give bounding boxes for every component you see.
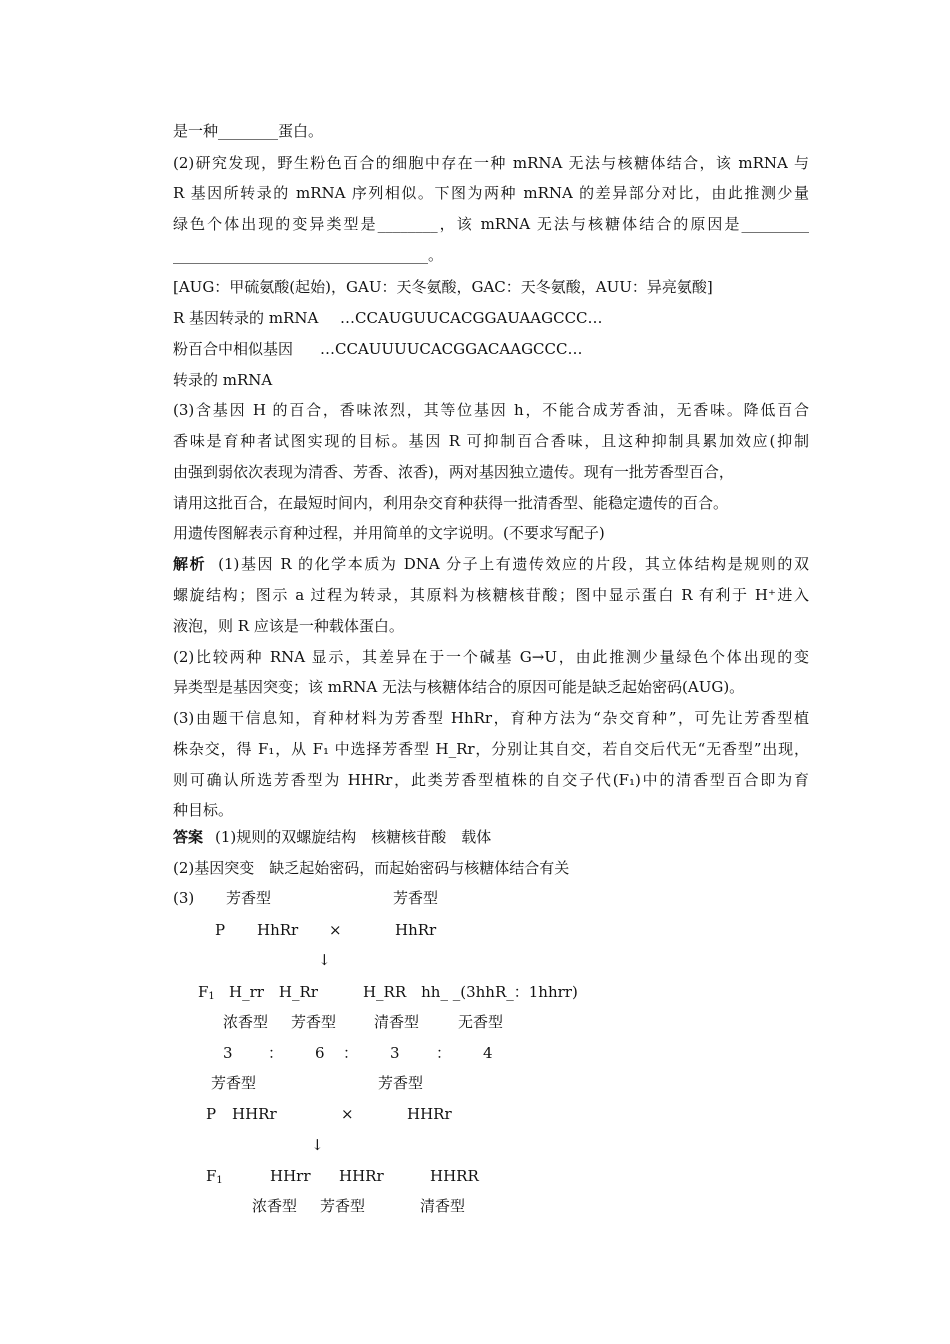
c1-phenotype-2: 芳香型 xyxy=(291,1013,337,1031)
c2-phenotype-1: 浓香型 xyxy=(252,1197,298,1215)
q3-line-3: 由强到弱依次表现为清香、芳香、浓香)，两对基因独立遗传。现有一批芳香型百合， xyxy=(173,463,734,481)
q3-line-2: 香味是育种者试图实现的目标。基因 R 可抑制百合香味，且这种抑制具累加效应(抑制 xyxy=(173,432,809,450)
analysis-line-8: 则可确认所选芳香型为 HHRr，此类芳香型植株的自交子代(F₁)中的清香型百合即为育 xyxy=(173,771,809,789)
q2-line-2: R 基因所转录的 mRNA 序列相似。下图为两种 mRNA 的差异部分对比，由此推测少量 xyxy=(173,184,809,202)
c2-parent-genotype-b: HHRr xyxy=(407,1105,452,1123)
analysis-line-5: 异类型是基因突变；该 mRNA 无法与核糖体结合的原因可能是缺乏起始密码(AUG)。 xyxy=(173,678,745,696)
c2-offspring-3: HHRR xyxy=(430,1167,479,1185)
q3-line-1: (3)含基因 H 的百合，香味浓烈，其等位基因 h，不能合成芳香油，无香味。降低百合 xyxy=(173,401,809,419)
c1-ratio-3: 3 xyxy=(390,1044,400,1062)
c1-parent-label: P xyxy=(215,921,226,939)
analysis-line-7: 株杂交，得 F₁，从 F₁ 中选择芳香型 H_Rr，分别让其自交，若自交后代无“无香型”出现， xyxy=(173,740,809,758)
c1-ratio-4: 4 xyxy=(483,1044,493,1062)
q2-line-1: (2)研究发现，野生粉色百合的细胞中存在一种 mRNA 无法与核糖体结合，该 mRNA 与 xyxy=(173,154,809,172)
c2-parent-phenotype-a: 芳香型 xyxy=(211,1074,257,1092)
c2-offspring-1: HHrr xyxy=(270,1167,311,1185)
analysis-label: 解析 xyxy=(173,555,207,573)
seq1-label: R 基因转录的 mRNA xyxy=(173,309,319,327)
c1-ratio-sep-2: ： xyxy=(343,1044,359,1062)
analysis-line-1: 解析 (1)基因 R 的化学本质为 DNA 分子上有遗传效应的片段，其立体结构是规则的双 xyxy=(173,555,809,573)
c1-f1-label: $F_1$ xyxy=(198,983,215,1002)
q2-line-4: __________________________________。 xyxy=(173,246,444,264)
c2-arrow: ↓ xyxy=(311,1136,324,1154)
q3-line-5: 用遗传图解表示育种过程，并用简单的文字说明。(不要求写配子) xyxy=(173,524,605,542)
c1-cross-sign: × xyxy=(329,921,342,939)
seq2-label: 粉百合中相似基因 xyxy=(173,340,294,358)
answer-line-2: (2)基因突变 缺乏起始密码，而起始密码与核糖体结合有关 xyxy=(173,859,570,877)
c1-ratio-1: 3 xyxy=(223,1044,233,1062)
c1-parent-phenotype-a: 芳香型 xyxy=(226,889,272,907)
c1-parent-phenotype-b: 芳香型 xyxy=(393,889,439,907)
c2-phenotype-3: 清香型 xyxy=(420,1197,466,1215)
c1-arrow: ↓ xyxy=(318,951,331,969)
analysis-line-9: 种目标。 xyxy=(173,801,234,819)
codon-note: [AUG：甲硫氨酸(起始)，GAU：天冬氨酸，GAC：天冬氨酸，AUU：异亮氨酸] xyxy=(173,278,713,296)
q3-line-4: 请用这批百合，在最短时间内，利用杂交育种获得一批清香型、能稳定遗传的百合。 xyxy=(173,494,729,512)
c2-f1-label: $F_1$ xyxy=(206,1167,223,1186)
seq2-label-2: 转录的 mRNA xyxy=(173,371,273,389)
diagram-number: (3) xyxy=(173,889,195,907)
answer-line-1: 答案 (1)规则的双螺旋结构 核糖核苷酸 载体 xyxy=(173,828,492,846)
seq1-sequence: …CCAUGUUCACGGAUAAGCCC… xyxy=(340,309,603,327)
c1-ratio-2: 6 xyxy=(315,1044,325,1062)
c1-phenotype-3: 清香型 xyxy=(374,1013,420,1031)
seq2-sequence: …CCAUUUUCACGGACAAGCCC… xyxy=(320,340,583,358)
q2-line-3: 绿色个体出现的变异类型是________，该 mRNA 无法与核糖体结合的原因是_________ xyxy=(173,215,809,233)
c1-phenotype-1: 浓香型 xyxy=(223,1013,269,1031)
q1-tail: 是一种________蛋白。 xyxy=(173,122,324,140)
analysis-line-6: (3)由题干信息知，育种材料为芳香型 HhRr，育种方法为“杂交育种”，可先让芳香型植 xyxy=(173,709,809,727)
c1-ratio-sep-1: ： xyxy=(268,1044,284,1062)
analysis-line-2: 螺旋结构；图示 a 过程为转录，其原料为核糖核苷酸；图中显示蛋白 R 有利于 H⁺进入 xyxy=(173,586,809,604)
c2-cross-sign: × xyxy=(341,1105,354,1123)
c1-parent-genotype-a: HhRr xyxy=(257,921,299,939)
c2-offspring-2: HHRr xyxy=(339,1167,384,1185)
c2-parent-genotype-a: HHRr xyxy=(232,1105,277,1123)
c2-phenotype-2: 芳香型 xyxy=(320,1197,366,1215)
analysis-line-3: 液泡，则 R 应该是一种载体蛋白。 xyxy=(173,617,404,635)
c2-parent-phenotype-b: 芳香型 xyxy=(378,1074,424,1092)
analysis-line-4: (2)比较两种 RNA 显示，其差异在于一个碱基 G→U，由此推测少量绿色个体出现的变 xyxy=(173,648,809,666)
c2-parent-label: P xyxy=(206,1105,217,1123)
c1-parent-genotype-b: HhRr xyxy=(395,921,437,939)
c1-offspring-genotypes: H_rr H_Rr H_RR hh_ _(3hhR_：1hhrr) xyxy=(229,983,578,1001)
c1-ratio-sep-3: ： xyxy=(436,1044,452,1062)
c1-phenotype-4: 无香型 xyxy=(458,1013,504,1031)
answer-label: 答案 xyxy=(173,828,204,846)
